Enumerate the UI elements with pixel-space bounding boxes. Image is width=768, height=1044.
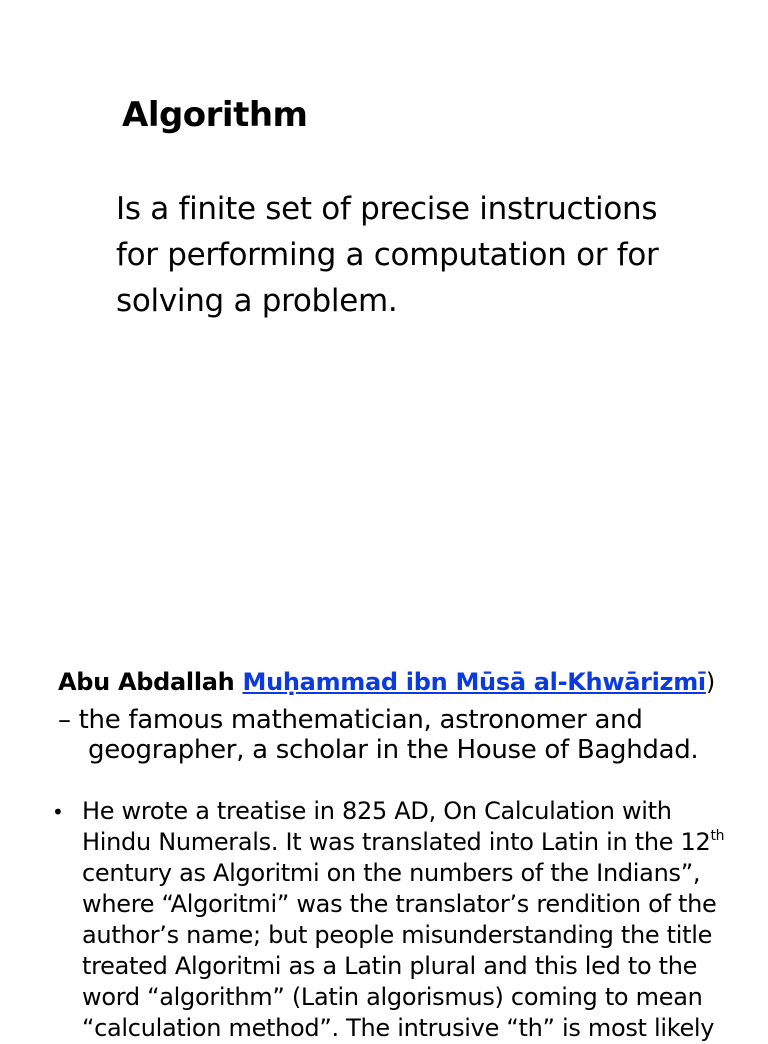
slide-title: Algorithm (122, 95, 308, 135)
attribution-line (58, 665, 715, 699)
bullet-line: where “Algoritmi” was the translator’s rendition of the (82, 890, 717, 918)
attribution-suffix: ) (705, 668, 715, 696)
bullet-line: author’s name; but people misunderstanding the title (82, 921, 713, 949)
bullet-line: word “algorithm” (Latin algorismus) coming to mean (82, 983, 703, 1011)
description-line: geographer, a scholar in the House of Baghdad. (88, 735, 699, 765)
al-khwarizmi-link[interactable]: Muḥammad ibn Mūsā al-Khwārizmī (242, 668, 706, 696)
definition-line: for performing a computation or for (116, 237, 659, 273)
bullet-line: He wrote a treatise in 825 AD, On Calculation with (82, 797, 672, 825)
bullet-line: Hindu Numerals. It was translated into Latin in the 12 (82, 828, 711, 856)
description-text (58, 705, 698, 765)
definition-text (116, 186, 736, 324)
description-line: – the famous mathematician, astronomer and (58, 705, 643, 735)
bullet-line: century as Algoritmi on the numbers of the Indians”, (82, 859, 701, 887)
bullet-line: “calculation method”. The intrusive “th” is most likely (82, 1014, 715, 1042)
definition-line: solving a problem. (116, 283, 398, 319)
bullet-line: treated Algoritmi as a Latin plural and this led to the (82, 952, 698, 980)
attribution-prefix: Abu Abdallah (58, 668, 243, 696)
ordinal-superscript: th (710, 828, 725, 844)
bullet-icon: • (52, 800, 64, 824)
definition-line: Is a finite set of precise instructions (116, 191, 658, 227)
bullet-paragraph (82, 796, 724, 1044)
bullet-line-with-superscript (82, 827, 724, 858)
